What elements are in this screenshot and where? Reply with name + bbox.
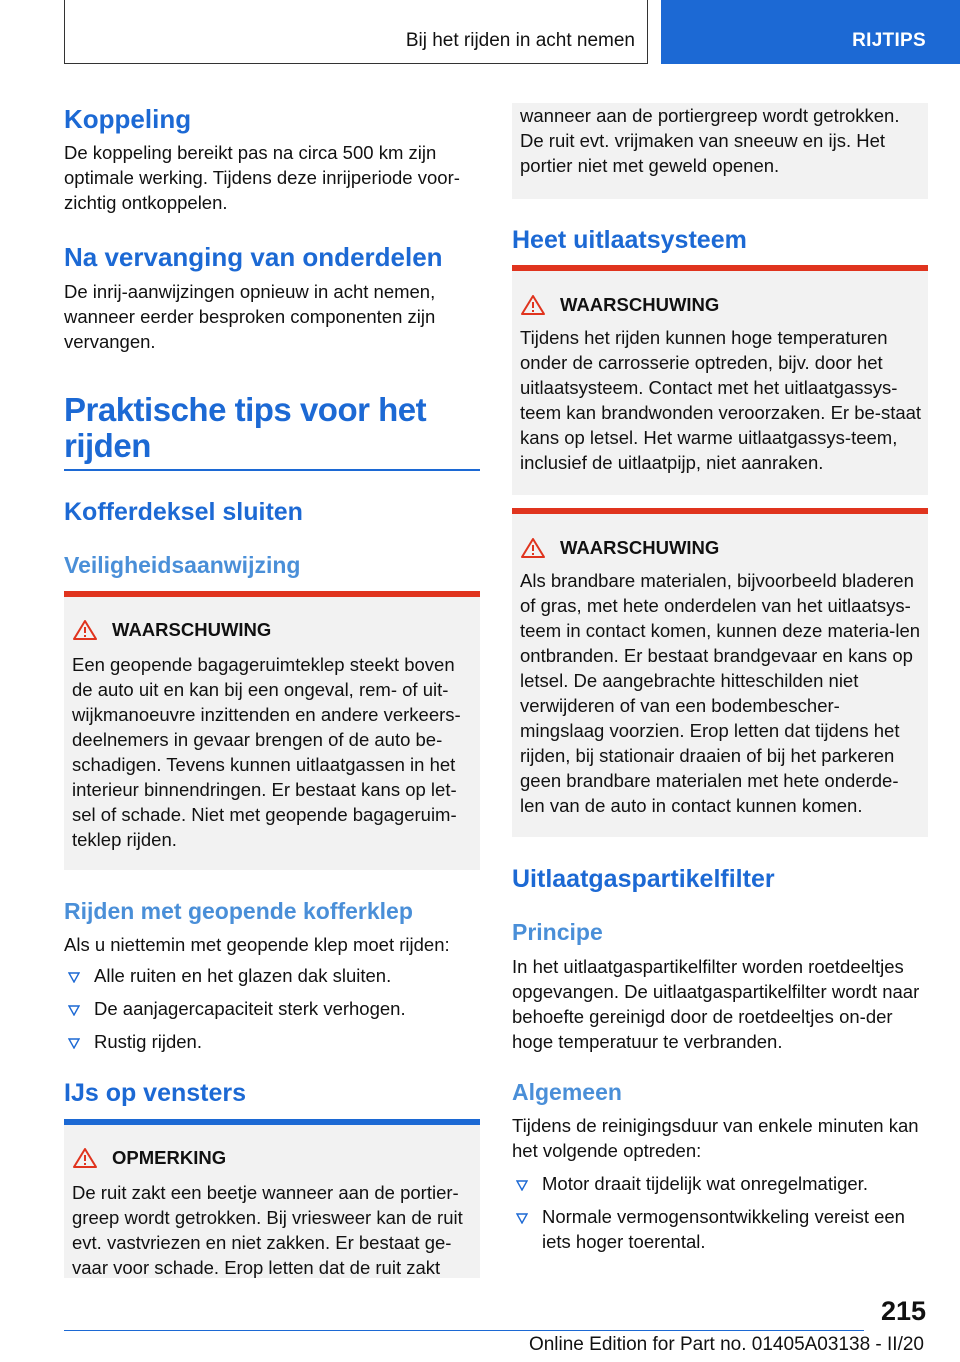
uitlaat-heading: Heet uitlaatsysteem	[512, 226, 747, 254]
praktische-heading: Praktische tips voor het rijden	[64, 391, 427, 464]
principe-heading: Principe	[512, 919, 603, 945]
vervanging-text: De inrij-aanwijzingen opnieuw in acht nemen, wanneer eerder besproken componenten zijn vervangen.	[64, 281, 436, 352]
warning-label: WAARSCHUWING	[112, 619, 272, 640]
note-text-continued: wanneer aan de portiergreep wordt getrokken. De ruit evt. vrijmaken van sneeuw en ijs. Het portier niet met geweld openen.	[520, 105, 900, 176]
algemeen-heading: Algemeen	[512, 1079, 622, 1105]
kofferdeksel-heading: Kofferdeksel sluiten	[64, 498, 303, 526]
section-rule	[64, 469, 480, 471]
list-item: Motor draait tijdelijk wat onregelmatiger.	[512, 1171, 928, 1196]
triangle-bullet-icon	[68, 1038, 80, 1049]
list-item: Alle ruiten en het glazen dak sluiten.	[64, 963, 480, 988]
triangle-bullet-icon	[68, 1005, 80, 1016]
warning-triangle-icon	[72, 619, 98, 641]
note-text: De ruit zakt een beetje wanneer aan de portier-greep wordt getrokken. Bij vriesweer kan de ruit evt. vastvriezen en niet zakken. Er bestaat ge-vaar voor schade. Erop letten dat de ruit zakt	[72, 1182, 463, 1278]
algemeen-list	[512, 1171, 928, 1254]
chapter-tab-label: RIJTIPS	[852, 30, 926, 51]
warning-bar	[64, 591, 480, 597]
footer-rule	[64, 1330, 864, 1331]
warning-box-2	[512, 265, 928, 495]
warning-bar	[512, 265, 928, 271]
warning-box-1	[64, 591, 480, 870]
warning-bar	[512, 508, 928, 514]
ijs-heading: IJs op vensters	[64, 1079, 247, 1107]
chapter-tab[interactable]	[661, 0, 960, 64]
list-item: Rustig rijden.	[64, 1029, 480, 1054]
warning-text: Een geopende bagageruimteklep steekt boven de auto uit en kan bij een ongeval, rem- of uit-wijkmanoeuvre inzittenden en andere verkeers-deelnemers in gevaar brengen of de auto be-schadigen. Tevens kunnen uitlaatgassen in het interieur binnendringen. Er bestaat kans op let-sel of schade. Niet met geopende bagageruim-teklep rijden.	[72, 654, 461, 850]
warning-triangle-icon	[520, 294, 546, 316]
warning-triangle-icon	[520, 537, 546, 559]
warning-text: Als brandbare materialen, bijvoorbeeld bladeren of gras, met hete onderdelen van het uitlaatsys-teem in contact komen, kunnen deze materia-len ontbranden. Er bestaat brandgevaar en kans op letsel. De aangebrachte hitteschilden niet verwijderen of van een bodembescher-mingslaag voorzien. Erop letten dat tijdens het rijden, bij stationair draaien of bij het parkeren geen brandbare materialen met hete onderde-len van de auto in contact kunnen komen.	[520, 570, 921, 816]
list-item: De aanjagercapaciteit sterk verhogen.	[64, 996, 480, 1021]
algemeen-intro: Tijdens de reinigingsduur van enkele minuten kan het volgende optreden:	[512, 1115, 919, 1161]
veiligheid-subheading: Veiligheidsaanwijzing	[64, 552, 301, 578]
note-bar	[64, 1119, 480, 1125]
koppeling-text: De koppeling bereikt pas na circa 500 km zijn optimale werking. Tijdens deze inrijperiode voor-zichtig ontkoppelen.	[64, 142, 460, 213]
note-box	[64, 1119, 480, 1278]
kofferklep-heading: Rijden met geopende kofferklep	[64, 898, 413, 924]
vervanging-heading: Na vervanging van onderdelen	[64, 242, 443, 272]
koppeling-heading: Koppeling	[64, 104, 192, 134]
filter-heading: Uitlaatgaspartikelfilter	[512, 865, 775, 893]
warning-label: WAARSCHUWING	[560, 537, 720, 558]
page-number: 215	[880, 1296, 926, 1326]
triangle-bullet-icon	[516, 1180, 528, 1191]
list-item: Normale vermogensontwikkeling vereist een iets hoger toerental.	[512, 1204, 928, 1254]
warning-label: WAARSCHUWING	[560, 294, 720, 315]
note-box-continued	[512, 103, 928, 199]
warning-triangle-icon	[72, 1147, 98, 1169]
warning-text: Tijdens het rijden kunnen hoge temperaturen onder de carrosserie optreden, bijv. door het uitlaatsysteem. Contact met het uitlaatgassys-teem kan brandwonden veroorzaken. Er be-staat kans op letsel. Het warme uitlaatgassys-teem, inclusief de uitlaatpijp, niet aanraken.	[520, 327, 922, 473]
kofferklep-intro: Als u niettemin met geopende klep moet rijden:	[64, 934, 450, 955]
header-section-title: Bij het rijden in acht nemen	[405, 30, 635, 51]
note-label: OPMERKING	[112, 1147, 227, 1168]
triangle-bullet-icon	[516, 1213, 528, 1224]
kofferklep-list	[64, 963, 480, 1054]
warning-box-3	[512, 508, 928, 837]
triangle-bullet-icon	[68, 972, 80, 983]
footer-edition: Online Edition for Part no. 01405A03138 - II/20	[528, 1334, 924, 1355]
header-section-box	[64, 0, 648, 64]
principe-text: In het uitlaatgaspartikelfilter worden roetdeeltjes opgevangen. De uitlaatgaspartikelfilter wordt naar behoefte gereinigd door de roetdeeltjes on-der hoge temperatuur te verbranden.	[512, 956, 920, 1052]
